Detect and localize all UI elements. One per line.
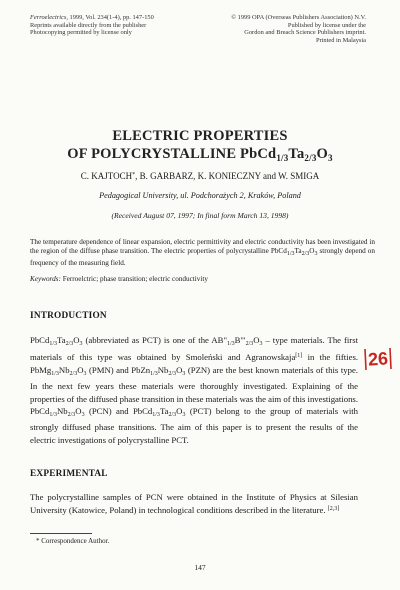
- affiliation: Pedagogical University, ul. Podchorażych 2, Kraków, Poland: [99, 191, 301, 200]
- footnote-divider: [30, 533, 92, 534]
- abstract: The temperature dependence of linear expansion, electric permittivity and electric conductivity has been investigated in the region of the diffuse phase transition. The electric properties of polycrystalline $PbCd_{1/3}Ta_{2/3}O_3$ strongly depend on frequency of the measuring field.: [30, 238, 375, 268]
- copyright-header: [231, 14, 366, 44]
- reprints-note: Reprints available directly from the publisher: [30, 21, 147, 29]
- experimental-paragraph: The polycrystalline samples of PCN were obtained in the Institute of Physics at Silesian University (Katowice, Poland) in technological conditions described in the literature. [2,3]: [30, 492, 358, 516]
- page-number: 147: [194, 563, 206, 572]
- paper-title-line-1: ELECTRIC PROPERTIES: [112, 128, 288, 144]
- copyright-line: © 1999 OPA (Overseas Publishers Association) N.V.: [231, 14, 366, 21]
- journal-header: [30, 14, 154, 37]
- section-heading-introduction: INTRODUCTION: [30, 311, 107, 321]
- section-heading-experimental: EXPERIMENTAL: [30, 469, 108, 479]
- license-line: Published by license under the: [287, 21, 366, 29]
- printed-line: Printed in Malaysia: [315, 36, 366, 44]
- handwritten-page-stamp: 26: [363, 346, 393, 372]
- journal-citation: Ferroelectrics, 1999, Vol. 234(1-4), pp. 147-150: [30, 14, 154, 21]
- keywords: Keywords: Ferroelctric; phase transition; electric conductivity: [30, 275, 208, 283]
- footnote: * Correspondence Author.: [36, 537, 110, 545]
- author-list: C. KAJTOCH*, B. GARBARZ, K. KONIECZNY and W. SMIGA: [80, 171, 320, 181]
- introduction-paragraph: $PbCd_{1/3}Ta_{2/3}O_3$ (abbreviated as PCT) is one of the $AB"_{1/3}B'"_{2/3}O_3$ – type materials. The first materials of this type was obtained by Smoleński and Agranowskaja[1] in the fifties. $PbMg_{1/3}Nb_{2/3}O_3$ (PMN) and $PbZn_{1/3}Nb_{2/3}O_3$ (PZN) are the best known materials of this type. In the next few years these materials were thoroughly investigated. Explaining of the properties of the diffused phase transition in these materials was the aim of this investigations. $PbCd_{1/3}Nb_{2/3}O_3$ (PCN) and $PbCd_{1/3}Ta_{2/3}O_3$ (PCT) belong to the group of materials with strongly diffused phase transitions. The aim of this paper is to present the results of the electric investigations of polycrystalline PCT.: [30, 335, 358, 445]
- paper-title-line-2: OF POLYCRYSTALLINE $PbCd_{1/3}Ta_{2/3}O_3$: [67, 146, 333, 163]
- received-dates: (Received August 07, 1997; In final form March 13, 1998): [111, 211, 289, 220]
- photocopy-note: Photocopying permitted by license only: [30, 29, 132, 37]
- imprint-line: Gordon and Breach Science Publishers imprint.: [244, 29, 366, 37]
